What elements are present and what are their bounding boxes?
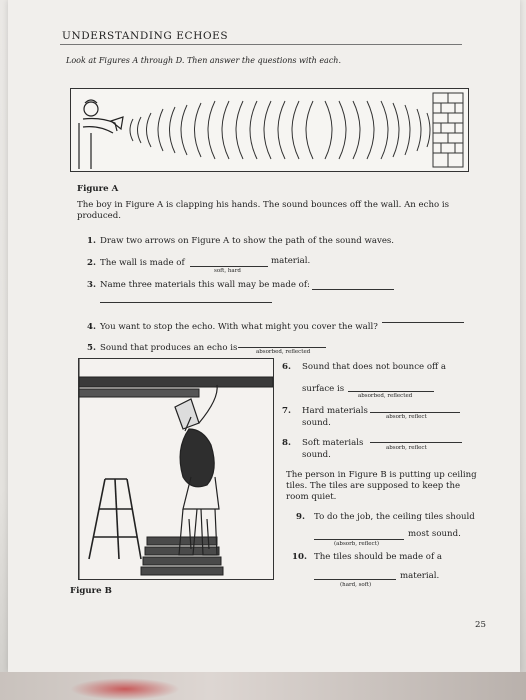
question-2-hint: soft, hard <box>214 268 241 274</box>
question-4-text: You want to stop the echo. With what might you cover the wall? <box>100 322 378 332</box>
question-6-answer-blank[interactable] <box>348 391 434 392</box>
title-divider <box>60 44 462 45</box>
question-1-text: Draw two arrows on Figure A to show the path of the sound waves. <box>100 236 395 246</box>
page-number: 25 <box>475 620 486 630</box>
question-7-number: 7. <box>282 406 291 416</box>
question-2-suffix: material. <box>271 256 311 266</box>
question-3-answer-blank-1[interactable] <box>312 289 394 290</box>
question-8-line2: sound. <box>302 450 331 460</box>
question-5-answer-blank[interactable] <box>238 347 326 348</box>
question-6-number: 6. <box>282 362 291 372</box>
question-2-answer-blank[interactable] <box>190 266 268 267</box>
instructions: Look at Figures A through D. Then answer the questions with each. <box>66 56 342 65</box>
question-10-hint: (hard, soft) <box>340 582 372 588</box>
question-10-number: 10. <box>292 552 307 562</box>
question-2-text: The wall is made of <box>100 258 185 268</box>
person-installing-tiles-icon <box>175 385 219 555</box>
question-4-answer-blank[interactable] <box>382 322 464 323</box>
question-7-answer-blank[interactable] <box>370 412 460 413</box>
stepladder-icon <box>89 479 141 559</box>
question-10-text: The tiles should be made of a <box>314 552 443 562</box>
figure-b-image <box>78 358 274 580</box>
question-9-text: To do the job, the ceiling tiles should <box>314 512 475 522</box>
clapping-boy-icon <box>79 100 123 169</box>
question-5-hint: absorbed, reflected <box>256 349 311 355</box>
question-1-number: 1. <box>87 236 96 246</box>
figure-a-paragraph-line2: produced. <box>77 211 121 221</box>
tile-stack-icon <box>141 537 223 575</box>
question-6-line2: surface is <box>302 384 345 394</box>
question-4-number: 4. <box>87 322 96 332</box>
question-10-suffix: material. <box>400 571 440 581</box>
figure-a-paragraph-line1: The boy in Figure A is clapping his hands. The sound bounces off the wall. An echo is <box>77 200 450 210</box>
figure-a-illustration <box>71 89 468 171</box>
figure-a-caption: Figure A <box>77 184 119 194</box>
question-3-text: Name three materials this wall may be made of: <box>100 280 310 290</box>
figure-b-caption: Figure B <box>70 586 112 596</box>
question-3-answer-blank-2[interactable] <box>100 302 272 303</box>
question-5-text: Sound that produces an echo is <box>100 343 238 353</box>
question-8-line1: Soft materials <box>302 438 364 448</box>
figure-b-paragraph-line3: room quiet. <box>286 492 337 502</box>
question-3-number: 3. <box>87 280 96 290</box>
question-7-hint: absorb, reflect <box>386 414 427 420</box>
figure-a-image <box>70 88 469 172</box>
question-9-hint: (absorb, reflect) <box>334 541 379 547</box>
figure-b-paragraph-line1: The person in Figure B is putting up ceiling <box>286 470 477 480</box>
question-9-number: 9. <box>296 512 305 522</box>
question-2-number: 2. <box>87 258 96 268</box>
question-9-suffix: most sound. <box>408 529 461 539</box>
sound-waves <box>130 101 430 159</box>
background-object <box>70 678 180 700</box>
brick-wall-icon <box>433 93 463 167</box>
page-title: UNDERSTANDING ECHOES <box>62 30 229 42</box>
question-6-line1: Sound that does not bounce off a <box>302 362 446 372</box>
figure-b-illustration <box>79 359 273 579</box>
question-8-answer-blank[interactable] <box>370 442 462 443</box>
question-9-answer-blank[interactable] <box>314 539 404 540</box>
figure-b-paragraph-line2: tiles. The tiles are supposed to keep the <box>286 481 461 491</box>
question-7-line2: sound. <box>302 418 331 428</box>
question-8-number: 8. <box>282 438 291 448</box>
question-5-number: 5. <box>87 343 96 353</box>
question-8-hint: absorb, reflect <box>386 445 427 451</box>
question-6-hint: absorbed, reflected <box>358 393 413 399</box>
ceiling-tiles-icon <box>79 359 273 579</box>
question-7-line1: Hard materials <box>302 406 368 416</box>
question-10-answer-blank[interactable] <box>314 579 396 580</box>
